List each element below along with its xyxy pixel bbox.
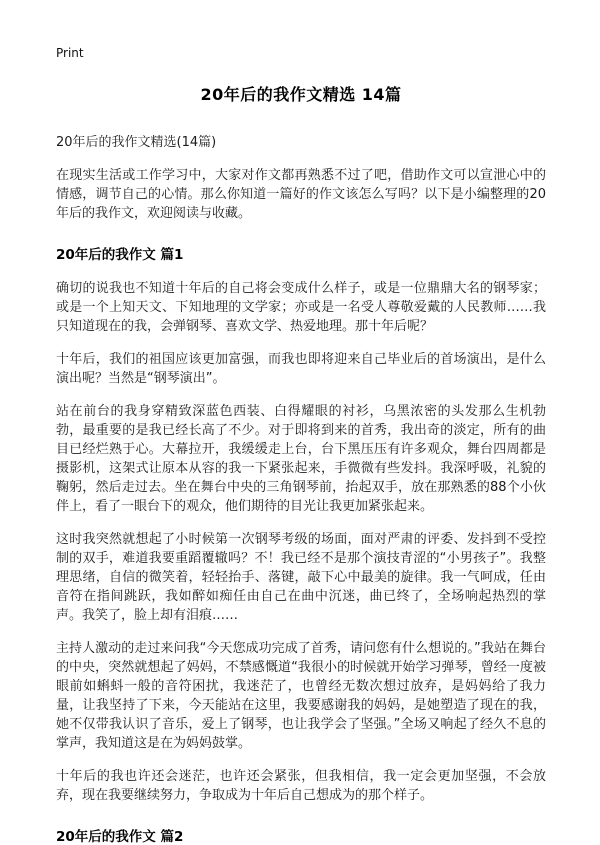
intro-paragraph: 在现实生活或工作学习中，大家对作文都再熟悉不过了吧，借助作文可以宣泄心中的情感，调节自己的心情。那么你知道一篇好的作文该怎么写吗？以下是小编整理的20年后的我作文，欢迎阅读与收藏。	[56, 168, 546, 221]
print-link[interactable]: Print	[56, 46, 84, 60]
section-1-paragraph: 这时我突然就想起了小时候第一次钢琴考级的场面，面对严肃的评委、发抖到不受控制的双手，难道我要重蹈覆辙吗？不！我已经不是那个演技青涩的“小男孩子”。我整理思绪，自信的微笑着，轻轻抬手、落键，敲下心中最美的旋律。我一气呵成，任由音符在指间跳跃，我如醉如痴任由自己在曲中沉迷，曲已终了，全场响起热烈的掌声。我笑了，脸上却有泪痕……	[56, 532, 546, 623]
section-1-paragraph: 确切的说我也不知道十年后的自己将会变成什么样子，或是一位鼎鼎大名的钢琴家；或是一个上知天文、下知地理的文学家；亦或是一名受人尊敬爱戴的人民教师……我只知道现在的我，会弹钢琴、喜欢文学、热爱地理。那十年后呢？	[56, 281, 546, 334]
document-title: 20年后的我作文精选 14篇	[200, 85, 402, 104]
section-1-paragraph: 十年后，我们的祖国应该更加富强，而我也即将迎来自己毕业后的首场演出，是什么演出呢？当然是“钢琴演出”。	[56, 352, 546, 386]
section-1-paragraph: 站在前台的我身穿精致深蓝色西装、白得耀眼的衬衫，乌黑浓密的头发那么生机勃勃，最重要的是我已经长高了不少。对于即将到来的首秀，我出奇的淡定，所有的曲目已经烂熟于心。大幕拉开，我缓缓走上台，台下黑压压有许多观众，舞台四周都是摄影机，这架式让原本从容的我一下紧张起来，手微微有些发抖。我深呼吸，礼貌的鞠躬，然后走过去。坐在舞台中央的三角钢琴前，抬起双手，放在那熟悉的88个小伙伴上，看了一眼台下的观众，他们期待的目光让我更加紧张起来。	[56, 404, 546, 514]
section-1-heading: 20年后的我作文 篇1	[56, 247, 184, 263]
document-subtitle: 20年后的我作文精选(14篇)	[56, 135, 217, 150]
section-2-heading: 20年后的我作文 篇2	[56, 829, 184, 845]
section-1-paragraph: 十年后的我也许还会迷茫，也许还会紧张，但我相信，我一定会更加坚强，不会放弃，现在我要继续努力，争取成为十年后自己想成为的那个样子。	[56, 769, 546, 803]
section-1-paragraph: 主持人激动的走过来问我“今天您成功完成了首秀，请问您有什么想说的。”我站在舞台的中央，突然就想起了妈妈，不禁感慨道“我很小的时候就开始学习弹琴，曾经一度被眼前如蝌蚪一般的音符困扰，我迷茫了，也曾经无数次想过放弃，是妈妈给了我力量，让我坚持了下来，今天能站在这里，我要感谢我的妈妈，是她塑造了现在的我，她不仅带我认识了音乐，爱上了钢琴，也让我学会了坚强。”全场又响起了经久不息的掌声，我知道这是在为妈妈鼓掌。	[56, 641, 546, 751]
